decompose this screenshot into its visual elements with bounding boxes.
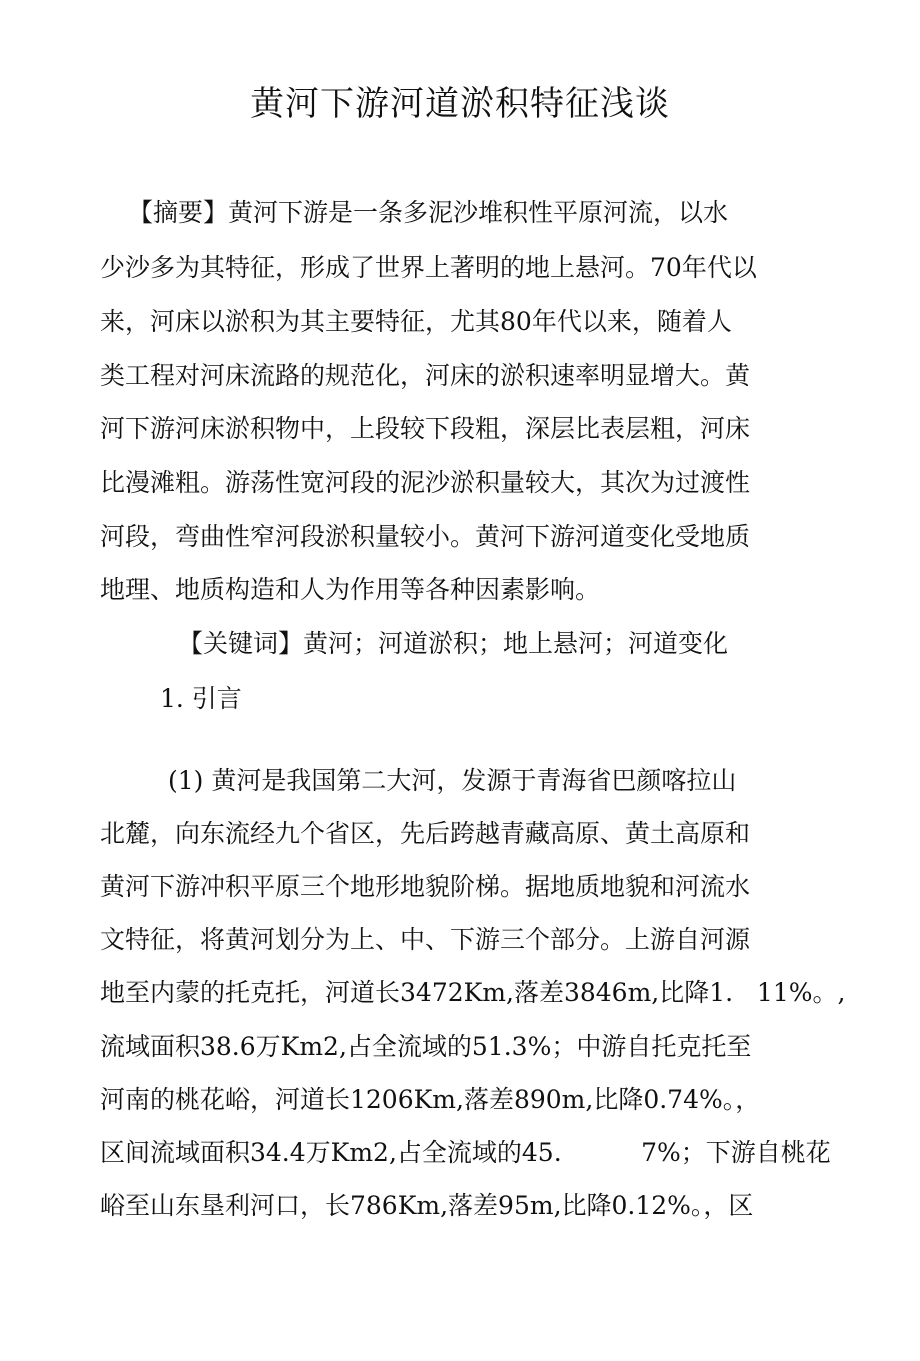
abstract-line: 比漫滩粗。游荡性宽河段的泥沙淤积量较大，其次为过渡性: [100, 468, 751, 497]
body-line: 流域面积38.6万Km2,占全流域的51.3%；中游自托克托至: [100, 1032, 752, 1061]
body-line: 文特征，将黄河划分为上、中、下游三个部分。上游自河源: [100, 925, 751, 954]
body-line: 河南的桃花峪，河道长1206Km,落差890m,比降0.74%。，: [100, 1085, 761, 1114]
abstract-line: 类工程对河床流路的规范化，河床的淤积速率明显增大。黄: [100, 361, 751, 390]
body-line: 地至内蒙的托克托，河道长3472Km,落差3846m,比降1. 11%。,: [100, 978, 846, 1007]
abstract-line: 河下游河床淤积物中，上段较下段粗，深层比表层粗，河床: [100, 414, 751, 443]
section-heading: 1. 引言: [160, 684, 242, 713]
abstract-line: 【摘要】黄河下游是一条多泥沙堆积性平原河流，以水: [128, 198, 729, 227]
abstract-line: 河段，弯曲性窄河段淤积量较小。黄河下游河道变化受地质: [100, 522, 751, 551]
abstract-line: 地理、地质构造和人为作用等各种因素影响。: [100, 575, 601, 604]
body-line: (1) 黄河是我国第二大河，发源于青海省巴颜喀拉山: [168, 766, 737, 795]
body-line: 区间流域面积34.4万Km2,占全流域的45. 7%；下游自桃花: [100, 1138, 831, 1167]
body-line: 峪至山东垦利河口，长786Km,落差95m,比降0.12%。，区: [100, 1191, 754, 1220]
keywords-line: 【关键词】黄河；河道淤积；地上悬河；河道变化: [178, 629, 729, 658]
body-line: 北麓，向东流经九个省区，先后跨越青藏高原、黄土高原和: [100, 819, 751, 848]
abstract-line: 来，河床以淤积为其主要特征，尤其80年代以来，随着人: [100, 307, 732, 336]
body-line: 黄河下游冲积平原三个地形地貌阶梯。据地质地貌和河流水: [100, 872, 751, 901]
abstract-line: 少沙多为其特征，形成了世界上著明的地上悬河。70年代以: [100, 253, 757, 282]
document-title: 黄河下游河道淤积特征浅谈: [250, 84, 670, 124]
